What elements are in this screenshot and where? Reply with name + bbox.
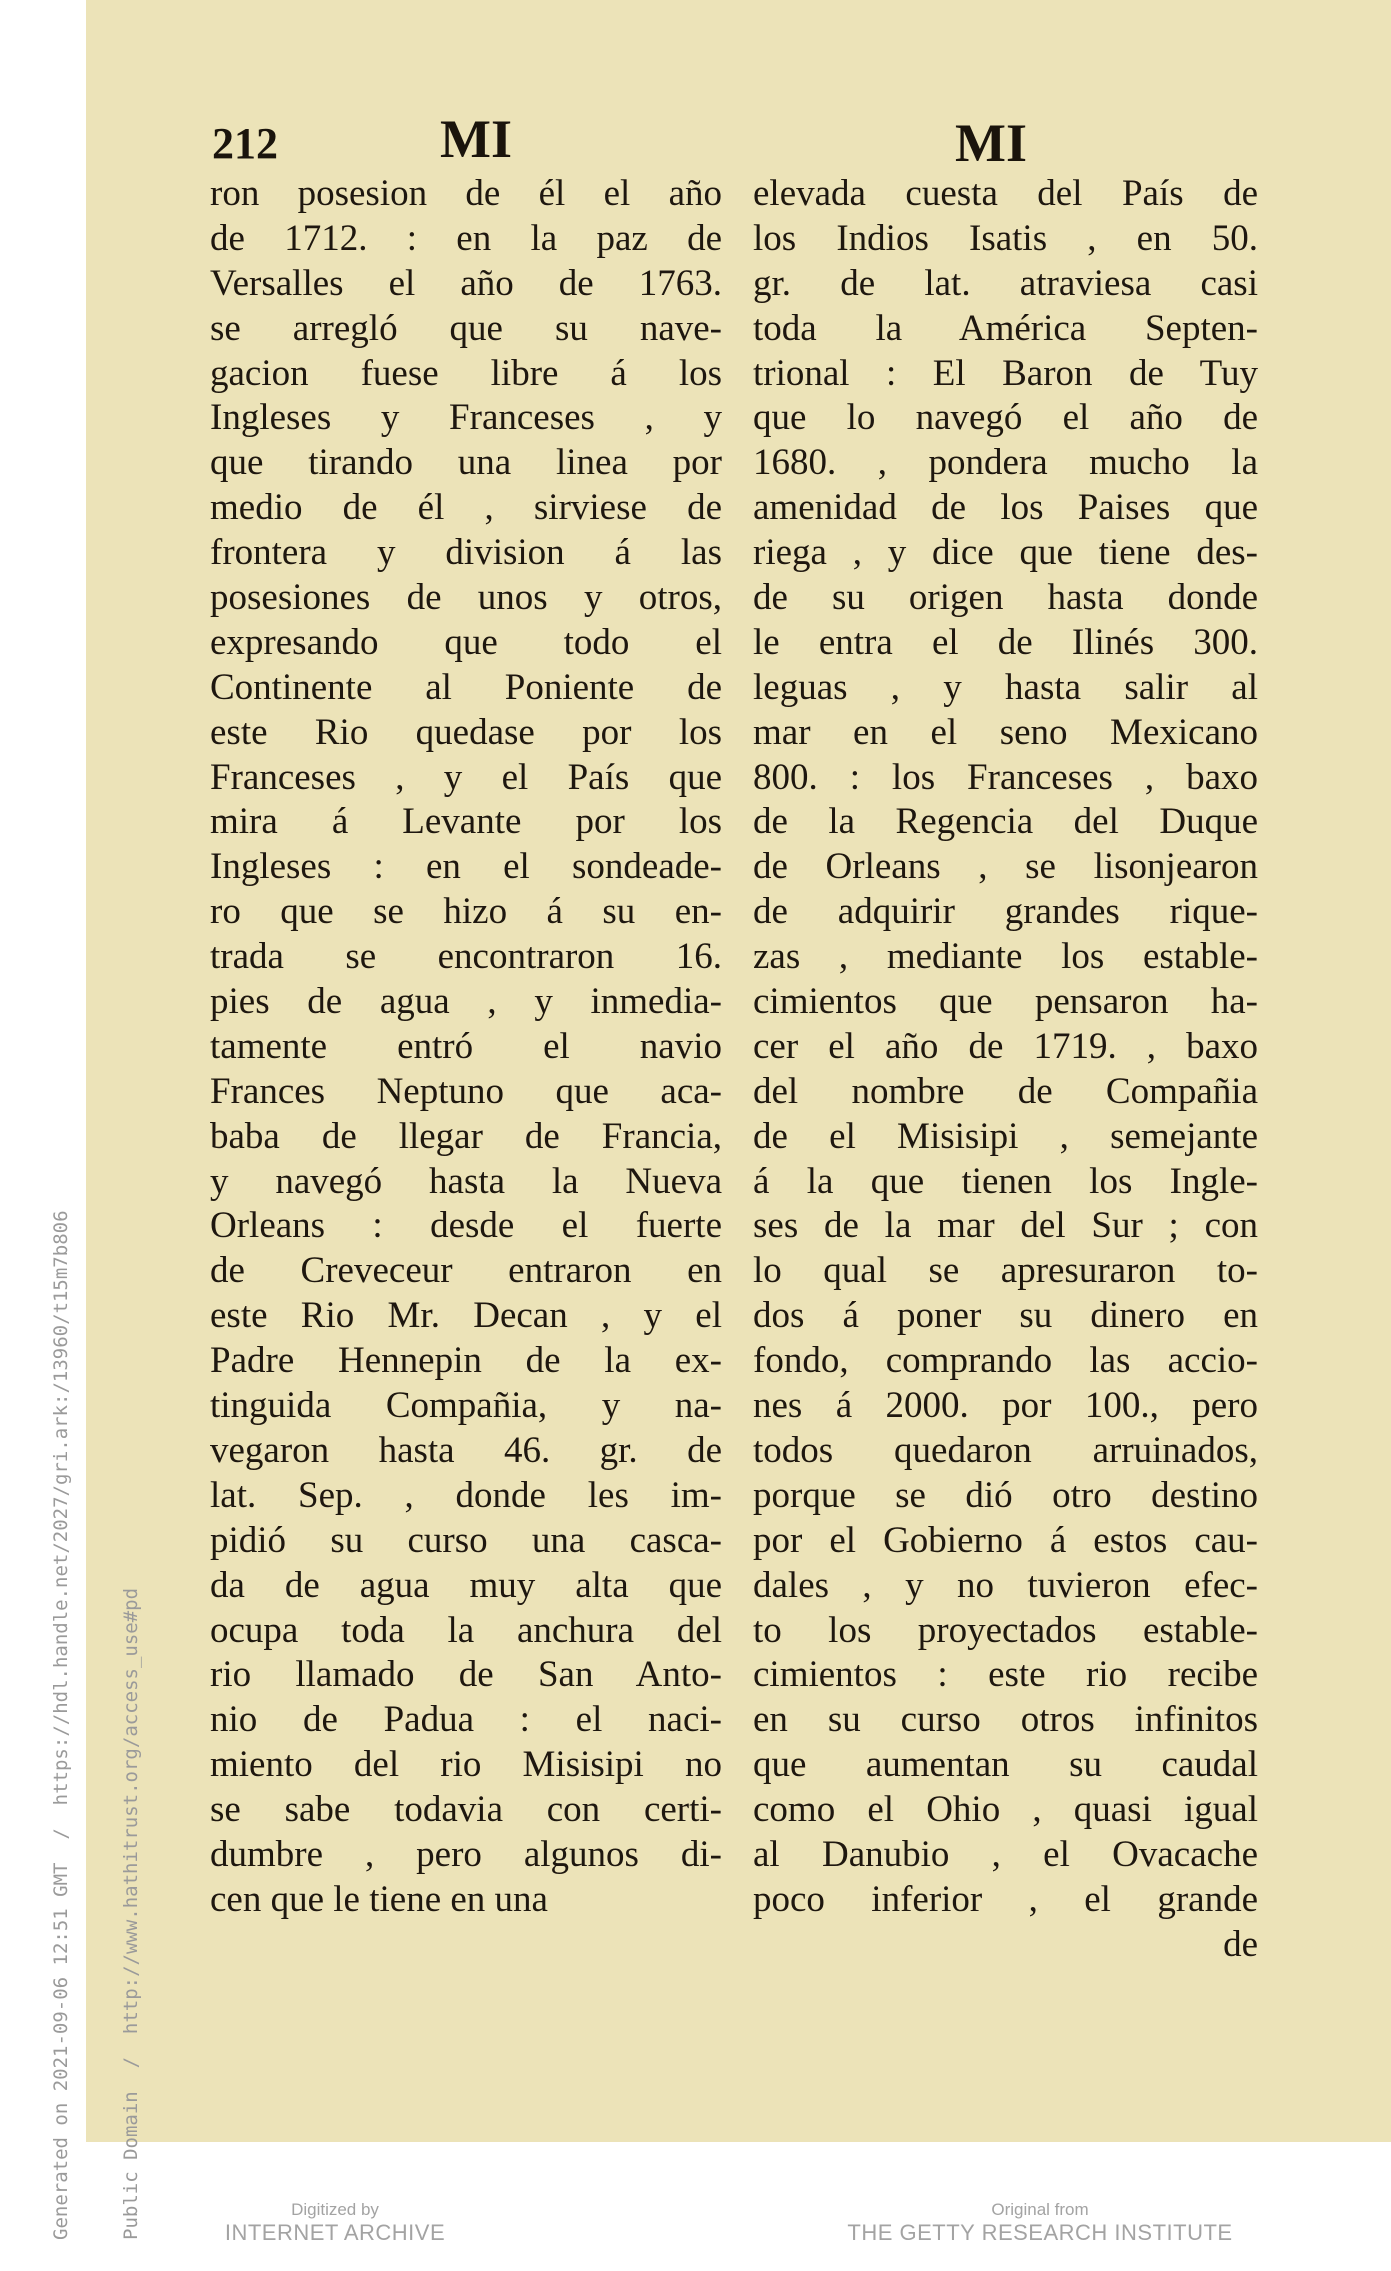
text-line: los Indios Isatis , en 50. — [753, 217, 1258, 259]
text-line: se sabe todavia con certi- — [210, 1789, 722, 1831]
text-line: leguas , y hasta salir al — [753, 666, 1258, 708]
text-line: de el Misisipi , semejante — [753, 1115, 1258, 1157]
generation-note — [4, 1150, 166, 2240]
text-line: medio de él , sirviese de — [210, 487, 722, 529]
text-line: ocupa toda la anchura del — [210, 1609, 722, 1651]
right-running-head: MI — [955, 113, 1027, 173]
text-line: trional : El Baron de Tuy — [753, 352, 1258, 394]
text-line: gr. de lat. atraviesa casi — [753, 262, 1258, 304]
text-line: de 1712. : en la paz de — [210, 217, 722, 259]
original-from-label: Original from — [991, 2200, 1089, 2219]
text-line: 1680. , pondera mucho la — [753, 442, 1258, 484]
left-running-head: MI — [440, 109, 512, 169]
digitized-by-label: Digitized by — [291, 2200, 379, 2219]
text-line: poco inferior , el grande — [753, 1878, 1258, 1920]
text-line: zas , mediante los estable- — [753, 936, 1258, 978]
text-line: ron posesion de él el año — [210, 173, 722, 214]
text-line: mira á Levante por los — [210, 801, 722, 843]
text-line: que lo navegó el año de — [753, 397, 1258, 439]
text-line: de — [1223, 1923, 1258, 1965]
text-line: todos quedaron arruinados, — [753, 1429, 1258, 1471]
page-number: 212 — [212, 119, 278, 168]
text-line: dales , y no tuvieron efec- — [753, 1564, 1258, 1606]
text-line: rio llamado de San Anto- — [210, 1654, 722, 1696]
text-line: porque se dió otro destino — [753, 1474, 1258, 1516]
text-line: ro que se hizo á su en- — [210, 891, 722, 933]
text-line: miento del rio Misisipi no — [210, 1744, 722, 1786]
text-line: nes á 2000. por 100., pero — [753, 1385, 1258, 1427]
text-line: dumbre , pero algunos di- — [210, 1833, 722, 1875]
text-line: cen que le tiene en una — [210, 1878, 548, 1920]
text-line: ses de la mar del Sur ; con — [753, 1205, 1258, 1247]
text-line: mar en el seno Mexicano — [753, 711, 1258, 753]
text-line: Versalles el año de 1763. — [210, 262, 722, 304]
text-line: cimientos : este rio recibe — [753, 1654, 1258, 1696]
text-line: Padre Hennepin de la ex- — [210, 1340, 722, 1382]
text-line: baba de llegar de Francia, — [210, 1115, 722, 1157]
original-from-credit — [840, 2200, 1240, 2246]
digitized-by-credit — [200, 2200, 470, 2246]
text-line: como el Ohio , quasi igual — [753, 1789, 1258, 1831]
text-line: le entra el de Ilinés 300. — [753, 621, 1258, 663]
text-line: amenidad de los Paises que — [753, 487, 1258, 529]
text-line: lo qual se apresuraron to- — [753, 1250, 1258, 1292]
text-line: Frances Neptuno que aca- — [210, 1070, 722, 1112]
text-line: tinguida Compañia, y na- — [210, 1385, 722, 1427]
text-line: de su origen hasta donde — [753, 577, 1258, 619]
text-line: por el Gobierno á estos cau- — [753, 1519, 1258, 1561]
text-line: to los proyectados estable- — [753, 1609, 1258, 1651]
text-line: trada se encontraron 16. — [210, 936, 722, 978]
right-text-column — [753, 172, 1258, 1968]
text-line: dos á poner su dinero en — [753, 1295, 1258, 1337]
text-line: del nombre de Compañia — [753, 1070, 1258, 1112]
source-institution: THE GETTY RESEARCH INSTITUTE — [847, 2220, 1233, 2245]
text-line: frontera y division á las — [210, 532, 722, 574]
text-line: á la que tienen los Ingle- — [753, 1160, 1258, 1202]
text-line: posesiones de unos y otros, — [210, 577, 722, 619]
text-line: Continente al Poniente de — [210, 666, 722, 708]
text-line: se arregló que su nave- — [210, 307, 722, 349]
text-line: Orleans : desde el fuerte — [210, 1205, 722, 1247]
text-line: vegaron hasta 46. gr. de — [210, 1429, 722, 1471]
text-line: Ingleses y Franceses , y — [210, 397, 722, 439]
text-line: pies de agua , y inmedia- — [210, 981, 722, 1023]
text-line: cer el año de 1719. , baxo — [753, 1025, 1258, 1067]
left-text-column — [210, 172, 722, 1923]
text-line: pidió su curso una casca- — [210, 1519, 722, 1561]
text-line: de la Regencia del Duque — [753, 801, 1258, 843]
text-line: este Rio quedase por los — [210, 711, 722, 753]
text-line: de Creveceur entraron en — [210, 1250, 722, 1292]
text-line: expresando que todo el — [210, 621, 722, 663]
text-line: que aumentan su caudal — [753, 1744, 1258, 1786]
text-line: gacion fuese libre á los — [210, 352, 722, 394]
digitizer-name: INTERNET ARCHIVE — [224, 2220, 446, 2245]
text-line: Franceses , y el País que — [210, 756, 722, 798]
generation-note-line: Generated on 2021-09-06 12:51 GMT / https://hdl.handle.net/2027/gri.ark:/13960/t15m7b806 — [50, 1210, 72, 2240]
rights-note-line: Public Domain / http://www.hathitrust.org/access_use#pd — [120, 1587, 142, 2240]
text-line: riega , y dice que tiene des- — [753, 532, 1258, 574]
text-line: y navegó hasta la Nueva — [210, 1160, 722, 1202]
text-line: en su curso otros infinitos — [753, 1699, 1258, 1741]
text-line: nio de Padua : el naci- — [210, 1699, 722, 1741]
text-line: de adquirir grandes rique- — [753, 891, 1258, 933]
text-line: lat. Sep. , donde les im- — [210, 1474, 722, 1516]
text-line: que tirando una linea por — [210, 442, 722, 484]
text-line: 800. : los Franceses , baxo — [753, 756, 1258, 798]
text-line: elevada cuesta del País de — [753, 173, 1258, 214]
text-line: fondo, comprando las accio- — [753, 1340, 1258, 1382]
text-line: tamente entró el navio — [210, 1025, 722, 1067]
text-line: cimientos que pensaron ha- — [753, 981, 1258, 1023]
text-line: al Danubio , el Ovacache — [753, 1833, 1258, 1875]
text-line: da de agua muy alta que — [210, 1564, 722, 1606]
text-line: toda la América Septen- — [753, 307, 1258, 349]
text-line: este Rio Mr. Decan , y el — [210, 1295, 722, 1337]
text-line: de Orleans , se lisonjearon — [753, 846, 1258, 888]
text-line: Ingleses : en el sondeade- — [210, 846, 722, 888]
